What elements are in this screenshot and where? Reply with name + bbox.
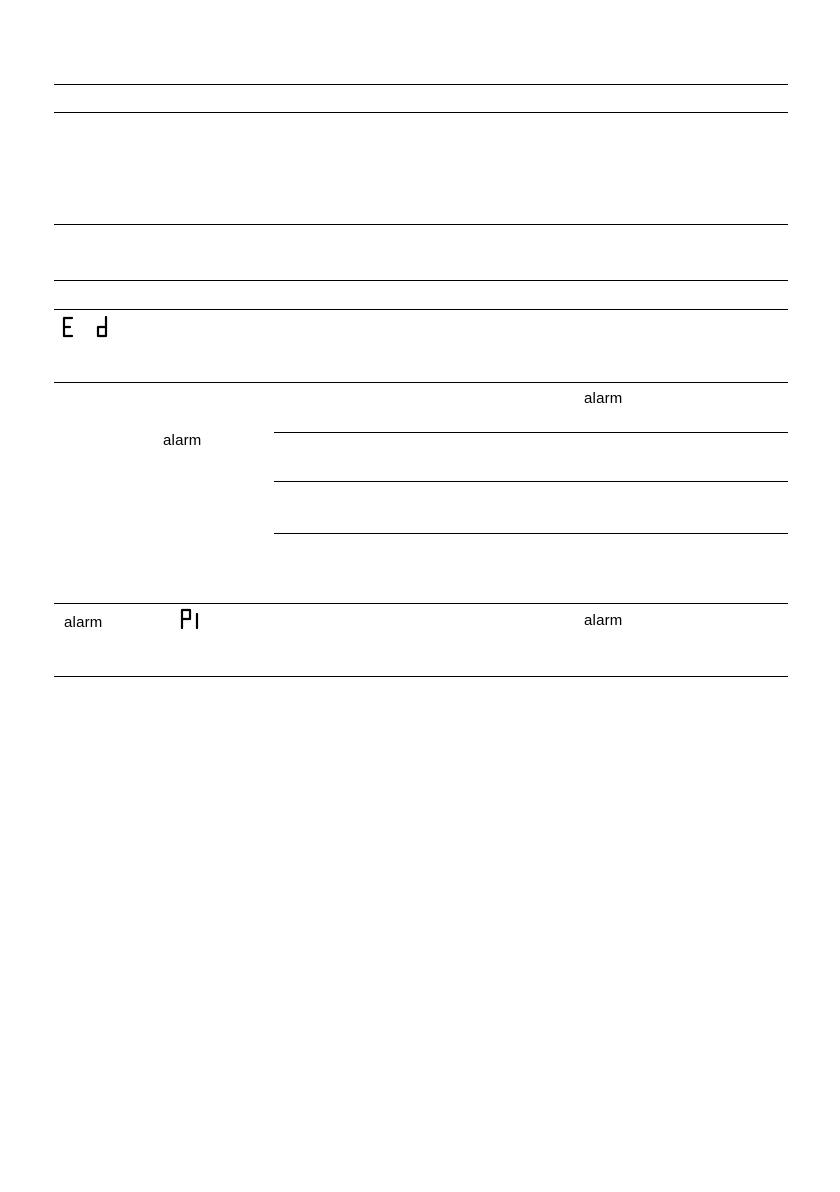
- table-top-rule: [54, 84, 788, 85]
- seven-segment-e-d-icon: [62, 316, 110, 338]
- seven-segment-p1-icon: [180, 608, 202, 630]
- cell-alarm-label: alarm: [584, 612, 623, 629]
- table-row-rule: [54, 603, 788, 604]
- table-subrow-rule: [274, 432, 788, 433]
- table-row-rule: [54, 382, 788, 383]
- table-row-rule: [54, 280, 788, 281]
- table-row-rule: [54, 309, 788, 310]
- table-subrow-rule: [274, 481, 788, 482]
- table-bottom-rule: [54, 676, 788, 677]
- cell-alarm-label: alarm: [163, 432, 202, 449]
- table-row-rule: [54, 224, 788, 225]
- cell-alarm-label: alarm: [584, 390, 623, 407]
- table-header-rule: [54, 112, 788, 113]
- table-subrow-rule: [274, 533, 788, 534]
- cell-alarm-label: alarm: [64, 614, 103, 631]
